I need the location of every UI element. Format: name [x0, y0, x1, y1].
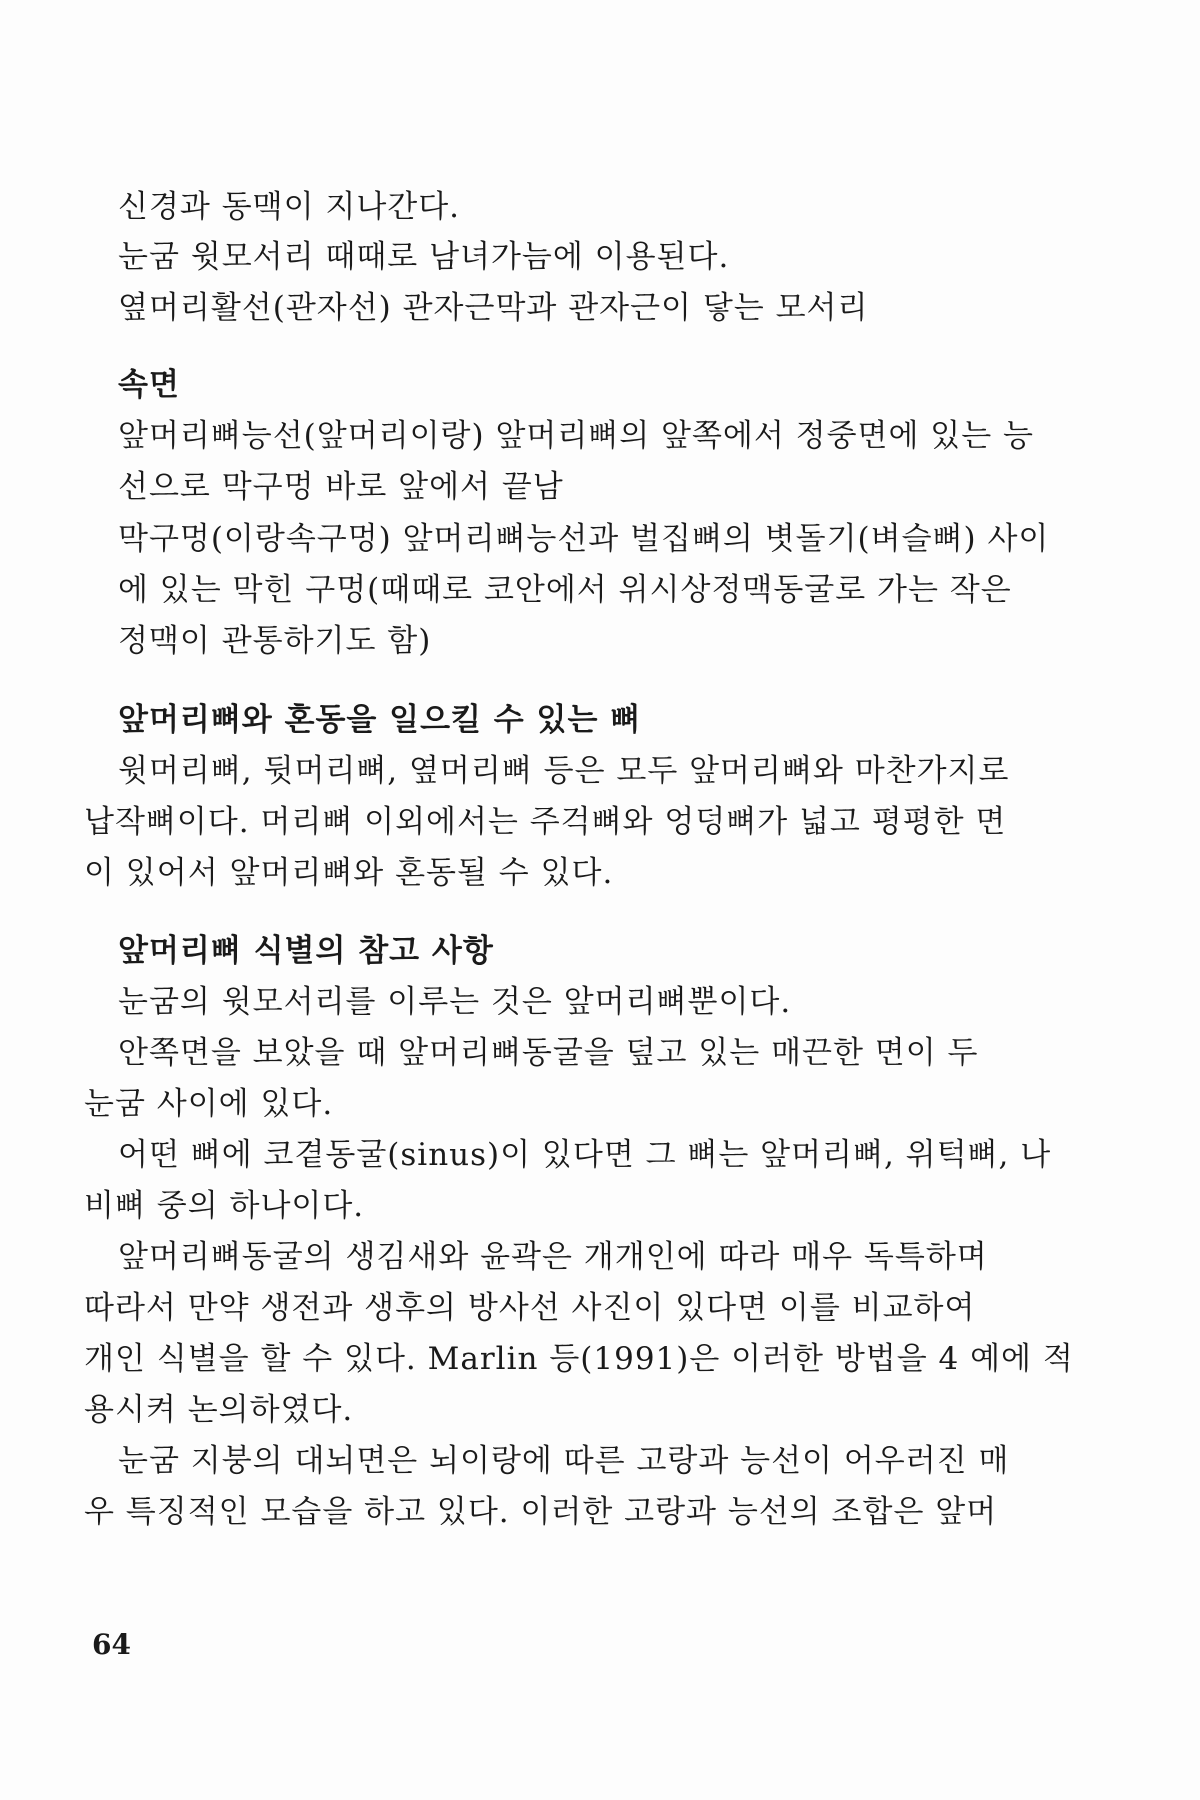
text-line: 이 있어서 앞머리뼈와 혼동될 수 있다. — [84, 855, 614, 891]
text-line: 막구멍(이랑속구멍) 앞머리뼈능선과 벌집뼈의 볏돌기(벼슬뼈) 사이 — [118, 521, 1050, 557]
text-line: 눈굼의 윗모서리를 이루는 것은 앞머리뼈뿐이다. — [118, 984, 792, 1020]
text-line: 우 특징적인 모습을 하고 있다. 이러한 고랑과 능선의 조합은 앞머 — [84, 1494, 998, 1530]
text-line: 신경과 동맥이 지나간다. — [118, 189, 461, 225]
text-line: 눈굼 윗모서리 때때로 남녀가늠에 이용된다. — [118, 239, 730, 275]
section-heading: 앞머리뼈 식별의 참고 사항 — [118, 933, 494, 969]
text-line: 눈굼 사이에 있다. — [84, 1086, 334, 1122]
text-line: 용시켜 논의하였다. — [84, 1392, 354, 1428]
text-line: 선으로 막구멍 바로 앞에서 끝남 — [118, 469, 564, 505]
text-line: 옆머리활선(관자선) 관자근막과 관자근이 닿는 모서리 — [118, 290, 869, 326]
text-line: 에 있는 막힌 구멍(때때로 코안에서 위시상정맥동굴로 가는 작은 — [118, 572, 1012, 608]
text-line: 안쪽면을 보았을 때 앞머리뼈동굴을 덮고 있는 매끈한 면이 두 — [118, 1035, 979, 1071]
text-line: 앞머리뼈동굴의 생김새와 윤곽은 개개인에 따라 매우 독특하며 — [118, 1239, 988, 1275]
text-line: 개인 식별을 할 수 있다. Marlin 등(1991)은 이러한 방법을 4 예에 적 — [84, 1341, 1074, 1377]
section-heading: 앞머리뼈와 혼동을 일으킬 수 있는 뼈 — [118, 702, 642, 738]
page-number: 64 — [92, 1628, 131, 1661]
text-line: 따라서 만약 생전과 생후의 방사선 사진이 있다면 이를 비교하여 — [84, 1290, 976, 1326]
text-line: 앞머리뼈능선(앞머리이랑) 앞머리뼈의 앞쪽에서 정중면에 있는 능 — [118, 418, 1034, 454]
text-line: 눈굼 지붕의 대뇌면은 뇌이랑에 따른 고랑과 능선이 어우러진 매 — [118, 1443, 1010, 1479]
text-line: 정맥이 관통하기도 함) — [118, 623, 432, 659]
text-line: 윗머리뼈, 뒷머리뼈, 옆머리뼈 등은 모두 앞머리뼈와 마찬가지로 — [118, 753, 1010, 789]
text-line: 납작뼈이다. 머리뼈 이외에서는 주걱뼈와 엉덩뼈가 넓고 평평한 면 — [84, 804, 1007, 840]
section-heading: 속면 — [118, 367, 180, 403]
text-line: 어떤 뼈에 코곁동굴(sinus)이 있다면 그 뼈는 앞머리뼈, 위턱뼈, 나 — [118, 1137, 1052, 1173]
text-line: 비뼈 중의 하나이다. — [84, 1188, 365, 1224]
